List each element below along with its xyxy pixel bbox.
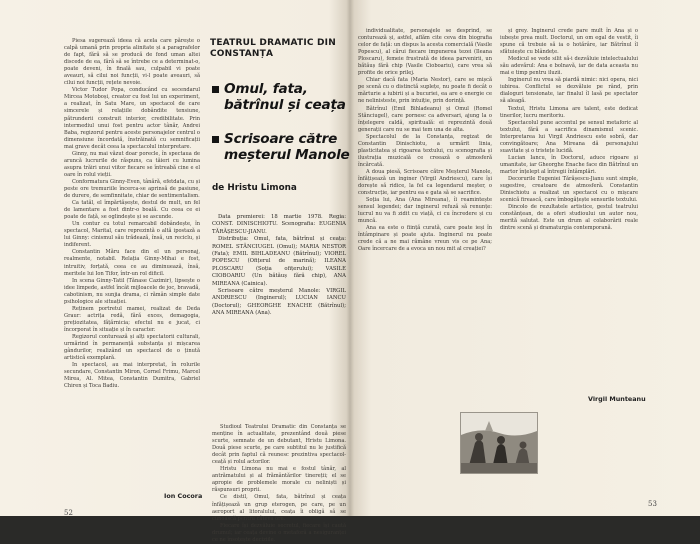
title-line: bătrînul și ceața (224, 96, 346, 113)
paragraph: Fiecare își dezvăluie secretul, fiecare își caută drumul; iar ceața devine o metaforă a nesiguranței ce ne însoțește deciziile. (212, 522, 346, 543)
stage-photo-image (461, 413, 537, 473)
paragraph: Data premierei: 18 martie 1978. Regia: CONST. DINISCHIOTU. Scenografia: EUGENIA TĂRĂȘESCU-JIANU. (212, 214, 346, 235)
paragraph: Regizorul conturează și alți spectatorii culturali, urmărind în permanență substanța și mișcarea gândurilor, realizând un spectacol de o ținută artistică exemplară. (64, 333, 200, 362)
paragraph: Spectacolul pune accentul pe sensul metaforic al textului, fără a sacrifica dinamismul scenic. Interpretarea lui Virgil Andriescu este sobră, dar convingătoare; Ana Mireana dă personajului suavitate și o tristețe lucidă. (500, 119, 638, 154)
paragraph: individualitate, personajele se desprind, se conturează și, astfel, aflăm cite ceva din biografia celor de față: un dispus la acesta comercială (Vasile Popescu), al cărui fiecare impunerea tezei (Ileana Ploscaru), femeie frustrată de ideea parvenirii, un bătăuș fără chip (Vasile Cioboariu), care vrea să profite de orice prilej. (358, 28, 492, 77)
paragraph: Piesa sugerează ideea că acela care părește o calpă umană prin propria alinitate și a paragrafelor de fapt, fără să se producă de fond uman altei discede de ea, fără să se întrebe ce a determinat-o, poate deveni, în finală sau, culpabil vi poate aveauri, să cilui noi funcții, vi-l poate aveauri, să cilui noi funcții, rețete nevoie. (64, 38, 200, 87)
left-column-review (64, 38, 200, 484)
paragraph: Dincolo de rezultatele artistice, gestul teatrului constănțean, de a oferi studioului un autor nou, merită salutat. Este un drum al colaborării reale dintre scenă și dramaturgia contemporană. (500, 204, 638, 232)
left-signature: Ion Cocora (164, 492, 203, 500)
paragraph: Studioul Teatrului Dramatic din Constanța se menține în actualitate, prezentând două piese scurte, semnate de un debutant, Hristu Limona. Două piese scurte, pe care subtitul nu le justifică decât prin faptul că reunesc prezintiva spectacol-ceață și rolul actorilor. (212, 424, 346, 466)
left-column-second (212, 424, 346, 543)
author-byline: de Hristu Limona (212, 183, 297, 193)
paragraph: Chiar dacă fata (Maria Nestor), care se mișcă pe scenă cu o distinctă suplețe, nu poate fi decât o mărturie a iubirii și a bucuriei, ea are o energie ce ne nelinisteste, prin intuiție, prin dorință. (358, 77, 492, 105)
paragraph: Scrisoare către meșterul Manole: VIRGIL ANDRIESCU (Inginerul); LUCIAN IANCU (Doctorul); GHEORGHE ENACHE (Bătrînul); ANA MIREANA (Ana). (212, 288, 346, 317)
title-block-1 (212, 82, 350, 113)
right-column-second (500, 28, 638, 378)
paragraph: Reținem portretul mamei, realizat de Deda Graur: actrița redă, fără exces, demagogia, prețiozitatea, fățărnicia; efectul nu e jucat, ci încorporat în situație și în caracter. (64, 305, 200, 333)
paragraph: Ca tatăl, el împărtășește, destul de mult, un fel de lamentare a fost dintr-o boală. Cu ceea ce ei poate de față, se oglindește și se ascunde. (64, 200, 200, 221)
paragraph: Ce distil, Omul, fata, bătrînul și ceața înfățișează un grup eterogen, pe care, pe un aeroport al litoralului, ceața îi obligă să se cunoască pentru câteva ore. (212, 494, 346, 522)
title-block-2 (212, 132, 350, 163)
paragraph: Distribuția: Omul, fata, bătrînul și ceața: ROMEL STĂNCIUGEL (Omul); MARIA NESTOR (Fata); EMIL BIHLADEANU (Bătrînul); VIOREL POPESCU (Ofițerul de marină); ILEANA PLOSCARU (Soția ofițerului); VASILE CIOBOARIU (Un bătăuș fără chip), ANA MIREANA (Cainica). (212, 236, 346, 287)
paragraph: Conformatura Ginny-Even, tânără, efetdata, cu și peste ore tremuriile încerca-se aprinsă de pasiune, de durere, de semfinnitate, chiar de sentimentalism. (64, 178, 200, 200)
paragraph: Medicul se vede silit să-i dezvăluie intelectualului său adevărul: Ana e bolnavă, iar de data aceasta nu mai e timp pentru iluzii. (500, 56, 638, 77)
title-line: meșterul Manole (224, 146, 350, 163)
paragraph: Spectacolul de la Constanța, regizat de Constantin Dinischiotu, a urmărit linia, plasticitatea și rigoarea textului, cu scenografia și ilustrația muzicală ce creează o atmosferă încărcată. (358, 133, 492, 168)
paragraph: In spectacol, au mai interpretat, în rolurile secundare, Constantin Miron, Cornel Frimu, Marcel Mirea, Al. Mitea, Constantin Dumitra, Gabriel Chiren și Toca Badiu. (64, 362, 200, 390)
paragraph: A doua piesă, Scrisoare către Meșterul Manole, înfățișează un inginer (Virgil Andriescu), care își dorește să ridice, la fel ca legendarul meșter, o construcție, iar pentru ea e gata să se sacrifice. (358, 168, 492, 197)
left-page (0, 0, 350, 543)
square-bullet-icon (212, 136, 219, 143)
paragraph: Ana ea este o ființă curată, care poate ieși în întâmpinare și poate ajuta. Inginerul nu poate crede că a ne mai rămâne vreun vis ce pe Ana; Oare încercare de a evoca un nou mit al creației? (358, 225, 492, 253)
paragraph: Soția lui, Ana (Ana Mireana), îi reamintește sensul legendei; dar inginerul refuză să renunțe: lucrul nu va fi zidit cu viață, ci cu încredere și cu muncă. (358, 197, 492, 225)
paragraph: și grey. Inginerul crede pare mult în Ana și o iubește prea mult. Doctorul, un om egal de vestit, îi spune că trebuie să ia o hotărâre, iar Bătrînul îl sfătuiește cu blândețe. (500, 28, 638, 56)
production-photo (460, 412, 538, 474)
paragraph: Inginerul nu vrea să piardă nimic: nici opera, nici iubirea. Conflictul se dezvăluie pe rând, prin dialoguri tensionate, iar finalul îl lasă pe spectator să aleagă. (500, 77, 638, 105)
paragraph: Bătrînul (Emil Bihladeanu) și Omul (Romel Stănciugel), care pornesc ca adversari, ajung la o înțelegere caldă, spirituală: ei reprezintă două generații care nu se mai tem una de alta. (358, 105, 492, 133)
paragraph: Hristu Limona nu mai e fostul tânăr, al antrămatului și al frământărilor tinereții; el se apropie de problemele morale cu neliniști și răspunsuri proprii. (212, 466, 346, 494)
paragraph: Textul, Hristu Limona are talent, este dedicat tinerilor, lucru meritoriu. (500, 105, 638, 119)
page-number-left: 52 (64, 509, 73, 517)
page-number-right: 53 (648, 500, 657, 508)
paragraph: In scena Ginny-Tatil (Tănase Cazimir), lipsește o idee limpede, astfel încât mijloacele de joc, bravadă, cabotinism, nu sunjia drama, ci rămân simple date psihologice ale situației. (64, 277, 200, 305)
theatre-heading: TEATRUL DRAMATIC DIN CONSTANȚA (210, 38, 336, 59)
paragraph: Decorurile Eugeniei Tărășescu-Jianu sunt simple, sugestive, creatoare de atmosferă. Constantin Dinischiotu a realizat un spectacol cu o mișcare scenică firească, care îmbogățește sensurile textului. (500, 175, 638, 204)
paragraph: Victor Tudor Popa, conducând cu secendarul Mircea Motoboși, creator cu fost lui un experiment, a realizat, în Satu Mare, un spectacol de care simcerele și relațiile dobândite tensiune, pătrunderii construit interior, credibilitate. Prin intermediul unui fost pentru actor tânăr, Andrei Baba, regizorul pentru aceste personajelor centrul o dimensiune încordată, înstrăinată cu semnificații mai grave decât ceea la spectacolul interpretare. (64, 87, 200, 150)
paragraph: Un contur cu totul remarcabil dobândește, în spectacol, Marital, care reprezintă o altă ipostază a lui Ginny: cinismul său trădează, însă, un reciclu, și indiferent. (64, 221, 200, 249)
paragraph: Lucian Iancu, în Doctorul, aduce rigoare și umanitate, iar Gheorghe Enache face din Bătrînul un martor înțelept al întregii întâmplări. (500, 154, 638, 175)
paragraph: Constantin Măru face din el un personaj, realmente, notabil. Relația Ginny-Mihai e fost, intruitiv, forțată, ceea ce au diminuează, însă, meritele lui Ion Tifor, într-un rol dificil. (64, 249, 200, 277)
right-signature: Virgil Munteanu (588, 395, 646, 403)
right-column-first (358, 28, 492, 412)
title-line: Omul, fata, (212, 82, 350, 98)
square-bullet-icon (212, 86, 219, 93)
title-line: Scrisoare către (212, 132, 350, 148)
production-credits (212, 214, 346, 318)
paragraph: Ginny, nu mai văzut doar porecle, în spectaua de aruncă lucrurile de răspuns, ca tăieri cu lumina asupra trăiri unui viitor fiecare se întreabă cine e el oare în rolul vieții. (64, 150, 200, 178)
